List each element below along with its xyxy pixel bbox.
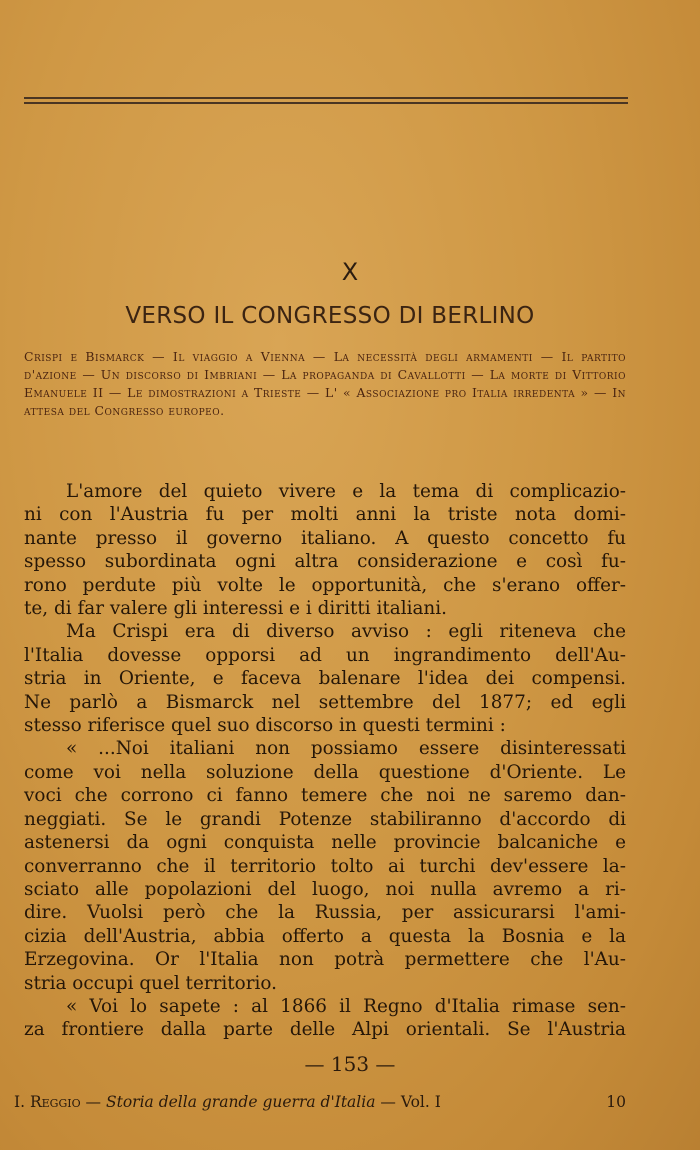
- footer: [14, 1093, 626, 1111]
- text-line: Ne parlò a Bismarck nel settembre del 1877; ed egli: [24, 691, 626, 713]
- text-line: Ma Crispi era di diverso avviso : egli riteneva che: [66, 621, 626, 643]
- text-line: cizia dell'Austria, abbia offerto a questa la Bosnia e la: [24, 925, 626, 947]
- chapter-title: VERSO IL CONGRESSO DI BERLINO: [125, 303, 535, 329]
- footer-author: I. Reggio —: [14, 1093, 102, 1111]
- footer-signature: 10: [606, 1093, 626, 1111]
- page-number: — 153 —: [304, 1052, 396, 1076]
- text-line: « ...Noi italiani non possiamo essere disinteressati: [66, 738, 626, 760]
- text-line: Erzegovina. Or l'Italia non potrà permettere che l'Au-: [24, 949, 626, 971]
- footer-credit: [14, 1093, 441, 1111]
- text-line: astenersi da ogni conquista nelle provincie balcaniche e: [24, 832, 626, 854]
- text-line: spesso subordinata ogni altra considerazione e così fu-: [24, 551, 626, 573]
- text-line: ni con l'Austria fu per molti anni la triste nota domi-: [24, 504, 626, 526]
- top-rule-second: [24, 102, 628, 104]
- footer-book-title: Storia della grande guerra d'Italia: [105, 1093, 376, 1111]
- text-line: neggiati. Se le grandi Potenze stabiliranno d'accordo di: [24, 808, 626, 830]
- text-line: voci che corrono ci fanno temere che noi ne saremo dan-: [24, 785, 626, 807]
- text-line: stria in Oriente, e faceva balenare l'idea dei compensi.: [24, 668, 626, 690]
- text-line: converranno che il territorio tolto ai turchi dev'essere la-: [24, 855, 626, 877]
- text-line: stria occupi quel territorio.: [24, 972, 278, 994]
- text-line: nante presso il governo italiano. A questo concetto fu: [24, 527, 626, 549]
- text-line: rono perdute più volte le opportunità, che s'erano offer-: [24, 574, 626, 596]
- top-rule: [24, 97, 628, 99]
- chapter-number: X: [341, 258, 359, 286]
- text-line: stesso riferisce quel suo discorso in questi termini :: [24, 715, 506, 737]
- body-text: [24, 480, 626, 1042]
- text-line: L'amore del quieto vivere e la tema di complicazio-: [66, 481, 626, 502]
- text-line: sciato alle popolazioni del luogo, noi nulla avremo a ri-: [24, 878, 626, 900]
- footer-volume: — Vol. I: [380, 1093, 441, 1111]
- chapter-summary: Crispi e Bismarck — Il viaggio a Vienna — La necessità degli armamenti — Il partito d'azione — Un discorso di Imbriani — La propaganda di Cavallotti — La morte di Vittorio Emanuele II — Le dimostrazioni a Trieste — L' « Associazione pro Italia irredenta » — In attesa del Congresso europeo.: [24, 349, 626, 418]
- text-line: come voi nella soluzione della questione d'Oriente. Le: [24, 761, 626, 783]
- text-line: te, di far valere gli interessi e i diritti italiani.: [24, 598, 448, 620]
- text-line: za frontiere dalla parte delle Alpi orientali. Se l'Austria: [24, 1019, 626, 1041]
- text-line: « Voi lo sapete : al 1866 il Regno d'Italia rimase sen-: [66, 995, 626, 1017]
- text-line: l'Italia dovesse opporsi ad un ingrandimento dell'Au-: [24, 644, 626, 666]
- text-line: dire. Vuolsi però che la Russia, per assicurarsi l'ami-: [24, 902, 626, 924]
